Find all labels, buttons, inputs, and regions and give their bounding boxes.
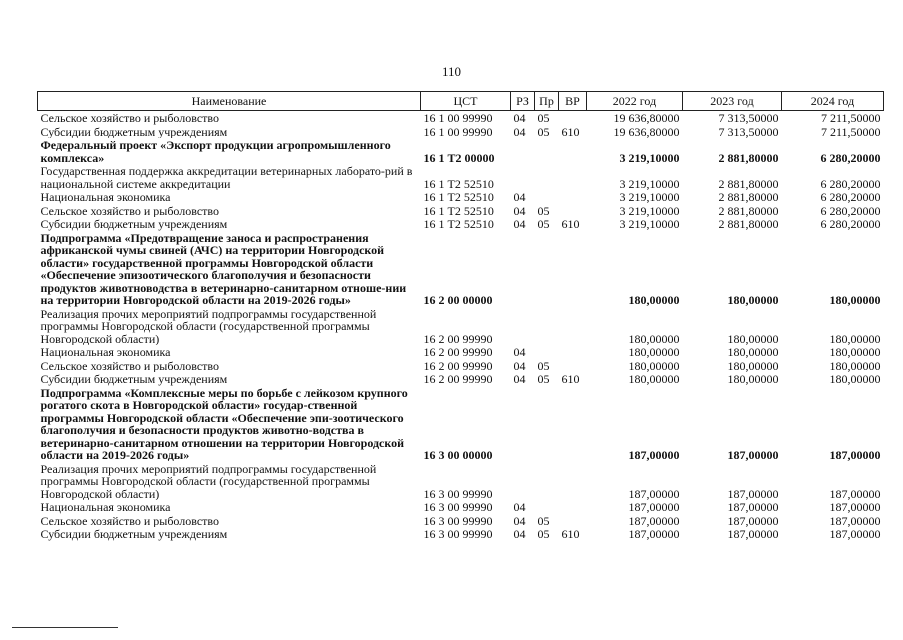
cell-y2022: 180,00000 — [628, 372, 680, 386]
cell-y2023: 187,00000 — [727, 448, 779, 462]
cell-vr — [559, 462, 587, 501]
cell-y2024: 180,00000 — [829, 293, 881, 307]
cell-pr — [535, 138, 559, 164]
cell-rz: 04 — [513, 190, 526, 204]
cell-pr: 05 — [537, 372, 550, 386]
cell-y2023: 180,00000 — [727, 372, 779, 386]
cell-rz: 04 — [513, 345, 526, 359]
cell-y2023: 187,00000 — [727, 486, 779, 500]
cell-pr — [535, 500, 559, 514]
cell-rz: 04 — [513, 111, 526, 125]
cell-name: Подпрограмма «Комплексные меры по борьбе с лейкозом крупного рогатого скота в Новгородской области» государ-ственной программы Новгородской области «Обеспечение эпи-зоотического благополучия и безопасности продуктов животно-водства в ветеринарно-санитарном отношении на территории Новгородской области на 2019-2026 годы» — [40, 385, 408, 462]
cell-name: Субсидии бюджетным учреждениям — [40, 217, 228, 231]
cell-name: Субсидии бюджетным учреждениям — [40, 124, 228, 138]
cell-vr — [559, 204, 587, 218]
cell-rz — [511, 138, 535, 164]
cell-vr — [559, 164, 587, 190]
cell-y2024: 6 280,20000 — [820, 176, 881, 190]
cell-y2023: 2 881,80000 — [718, 190, 779, 204]
cell-cst: 16 1 00 99990 — [423, 111, 493, 125]
cell-pr — [535, 386, 559, 462]
cell-y2022: 3 219,10000 — [619, 190, 680, 204]
cell-y2022: 3 219,10000 — [619, 150, 680, 164]
cell-rz: 04 — [513, 372, 526, 386]
cell-y2023: 2 881,80000 — [718, 176, 779, 190]
header-rz: РЗ — [511, 92, 535, 111]
cell-y2022: 187,00000 — [628, 486, 680, 500]
cell-rz — [511, 231, 535, 307]
table-row — [38, 111, 884, 125]
cell-cst: 16 1 Т2 52510 — [423, 203, 494, 217]
cell-name: Национальная экономика — [40, 345, 171, 359]
cell-y2022: 187,00000 — [628, 513, 680, 527]
cell-vr — [559, 386, 587, 462]
cell-pr: 05 — [537, 527, 550, 541]
table-header — [38, 92, 884, 111]
cell-y2022: 187,00000 — [628, 448, 680, 462]
cell-y2022: 180,00000 — [628, 345, 680, 359]
table-row — [38, 345, 884, 359]
cell-rz: 04 — [513, 203, 526, 217]
cell-y2023: 7 313,50000 — [718, 124, 779, 138]
cell-y2024: 180,00000 — [829, 372, 881, 386]
cell-rz: 04 — [513, 513, 526, 527]
cell-cst: 16 3 00 99990 — [423, 527, 493, 541]
cell-y2024: 7 211,50000 — [820, 124, 881, 138]
cell-vr — [559, 231, 587, 307]
cell-y2023: 180,00000 — [727, 331, 779, 345]
cell-pr: 05 — [537, 217, 550, 231]
footer-divider — [12, 627, 118, 628]
cell-y2022: 187,00000 — [628, 527, 680, 541]
table-row — [38, 307, 884, 346]
cell-cst: 16 2 00 99990 — [423, 372, 493, 386]
table-row — [38, 527, 884, 541]
cell-y2023: 2 881,80000 — [718, 203, 779, 217]
table-row — [38, 372, 884, 386]
cell-name: Национальная экономика — [40, 190, 171, 204]
cell-vr — [559, 307, 587, 346]
cell-y2023: 187,00000 — [727, 513, 779, 527]
page-number: 110 — [441, 64, 462, 79]
budget-table — [37, 91, 884, 541]
cell-cst: 16 3 00 99990 — [423, 513, 493, 527]
cell-y2023: 2 881,80000 — [718, 217, 779, 231]
table-body — [38, 111, 884, 541]
cell-y2024: 187,00000 — [829, 527, 881, 541]
table-row — [38, 386, 884, 462]
header-cst: ЦСТ — [421, 92, 511, 111]
cell-vr — [559, 190, 587, 204]
cell-rz: 04 — [513, 500, 526, 514]
table-row — [38, 231, 884, 307]
cell-pr — [535, 307, 559, 346]
cell-pr: 05 — [537, 358, 550, 372]
cell-y2024: 187,00000 — [829, 500, 881, 514]
cell-vr — [559, 500, 587, 514]
cell-y2023: 2 881,80000 — [718, 150, 779, 164]
cell-y2024: 187,00000 — [829, 448, 881, 462]
table-row — [38, 125, 884, 139]
cell-y2023: 7 313,50000 — [718, 111, 779, 125]
cell-name: Реализация прочих мероприятий подпрограммы государственной программы Новгородской области (государственной программы Новгородской области) — [40, 306, 377, 345]
table-row — [38, 514, 884, 528]
cell-cst: 16 3 00 99990 — [423, 500, 493, 514]
cell-cst: 16 2 00 99990 — [423, 358, 493, 372]
cell-vr: 610 — [561, 372, 580, 386]
cell-rz — [511, 462, 535, 501]
cell-name: Национальная экономика — [40, 500, 171, 514]
cell-name: Субсидии бюджетным учреждениям — [40, 372, 228, 386]
header-name: Наименование — [38, 92, 421, 111]
cell-name: Подпрограмма «Предотвращение заноса и распространения африканской чумы свиней (АЧС) на территории Новгородской области» государственной программы Новгородской области «Обеспечение эпизоотического благополучия и безопасности продуктов животноводства в ветеринарно-санитарном отноше-нии на территории Новгородской области на 2019-2026 годы» — [40, 230, 407, 307]
cell-y2024: 180,00000 — [829, 345, 881, 359]
cell-name: Сельское хозяйство и рыболовство — [40, 203, 220, 217]
cell-name: Государственная поддержка аккредитации ветеринарных лаборато-рий в национальной системе аккредитации — [40, 164, 413, 190]
cell-vr: 610 — [561, 124, 580, 138]
cell-y2022: 3 219,10000 — [619, 217, 680, 231]
cell-y2024: 6 280,20000 — [820, 203, 881, 217]
cell-y2022: 180,00000 — [628, 331, 680, 345]
cell-y2023: 180,00000 — [727, 358, 779, 372]
cell-cst: 16 3 00 00000 — [423, 448, 493, 462]
cell-y2024: 187,00000 — [829, 486, 881, 500]
cell-y2022: 187,00000 — [628, 500, 680, 514]
cell-pr: 05 — [537, 203, 550, 217]
cell-rz: 04 — [513, 358, 526, 372]
cell-vr — [559, 138, 587, 164]
cell-pr — [535, 164, 559, 190]
table-row — [38, 138, 884, 164]
cell-y2022: 3 219,10000 — [619, 203, 680, 217]
cell-rz: 04 — [513, 124, 526, 138]
cell-pr: 05 — [537, 124, 550, 138]
table-row — [38, 217, 884, 231]
header-2022: 2022 год — [587, 92, 683, 111]
cell-cst: 16 1 00 99990 — [423, 124, 493, 138]
cell-y2022: 19 636,80000 — [613, 111, 680, 125]
cell-vr: 610 — [561, 217, 580, 231]
cell-y2024: 180,00000 — [829, 358, 881, 372]
table-row — [38, 164, 884, 190]
cell-y2024: 7 211,50000 — [820, 111, 881, 125]
table-row — [38, 204, 884, 218]
cell-cst: 16 3 00 99990 — [423, 486, 493, 500]
cell-pr: 05 — [537, 513, 550, 527]
cell-cst: 16 1 Т2 52510 — [423, 190, 494, 204]
cell-y2022: 3 219,10000 — [619, 176, 680, 190]
cell-pr — [535, 462, 559, 501]
cell-vr — [559, 359, 587, 373]
table-row — [38, 500, 884, 514]
cell-cst: 16 2 00 99990 — [423, 331, 493, 345]
cell-vr — [559, 345, 587, 359]
table-row — [38, 359, 884, 373]
cell-y2022: 19 636,80000 — [613, 124, 680, 138]
cell-name: Федеральный проект «Экспорт продукции агропромышленного комплекса» — [40, 138, 391, 164]
cell-cst: 16 1 Т2 52510 — [423, 176, 494, 190]
header-2023: 2023 год — [683, 92, 782, 111]
cell-name: Субсидии бюджетным учреждениям — [40, 527, 228, 541]
cell-y2024: 6 280,20000 — [820, 217, 881, 231]
cell-cst: 16 2 00 00000 — [423, 293, 493, 307]
table-row — [38, 462, 884, 501]
cell-cst: 16 1 Т2 52510 — [423, 217, 494, 231]
cell-rz: 04 — [513, 527, 526, 541]
cell-rz — [511, 164, 535, 190]
table-row — [38, 190, 884, 204]
cell-y2024: 187,00000 — [829, 513, 881, 527]
cell-pr — [535, 345, 559, 359]
cell-y2023: 187,00000 — [727, 527, 779, 541]
cell-y2024: 6 280,20000 — [820, 190, 881, 204]
cell-rz: 04 — [513, 217, 526, 231]
cell-name: Сельское хозяйство и рыболовство — [40, 513, 220, 527]
cell-cst: 16 1 Т2 00000 — [423, 150, 495, 164]
cell-name: Сельское хозяйство и рыболовство — [40, 358, 220, 372]
cell-vr: 610 — [561, 527, 580, 541]
cell-rz — [511, 386, 535, 462]
cell-name: Реализация прочих мероприятий подпрограммы государственной программы Новгородской области (государственной программы Новгородской области) — [40, 461, 377, 500]
cell-y2022: 180,00000 — [628, 358, 680, 372]
header-vr: ВР — [559, 92, 587, 111]
cell-rz — [511, 307, 535, 346]
cell-vr — [559, 514, 587, 528]
cell-vr — [559, 111, 587, 125]
cell-pr — [535, 231, 559, 307]
cell-name: Сельское хозяйство и рыболовство — [40, 111, 220, 125]
cell-cst: 16 2 00 99990 — [423, 345, 493, 359]
cell-y2023: 180,00000 — [727, 293, 779, 307]
cell-y2022: 180,00000 — [628, 293, 680, 307]
cell-y2024: 6 280,20000 — [820, 150, 881, 164]
cell-y2024: 180,00000 — [829, 331, 881, 345]
cell-pr: 05 — [537, 111, 550, 125]
header-2024: 2024 год — [782, 92, 884, 111]
cell-pr — [535, 190, 559, 204]
cell-y2023: 180,00000 — [727, 345, 779, 359]
header-pr: Пр — [535, 92, 559, 111]
cell-y2023: 187,00000 — [727, 500, 779, 514]
